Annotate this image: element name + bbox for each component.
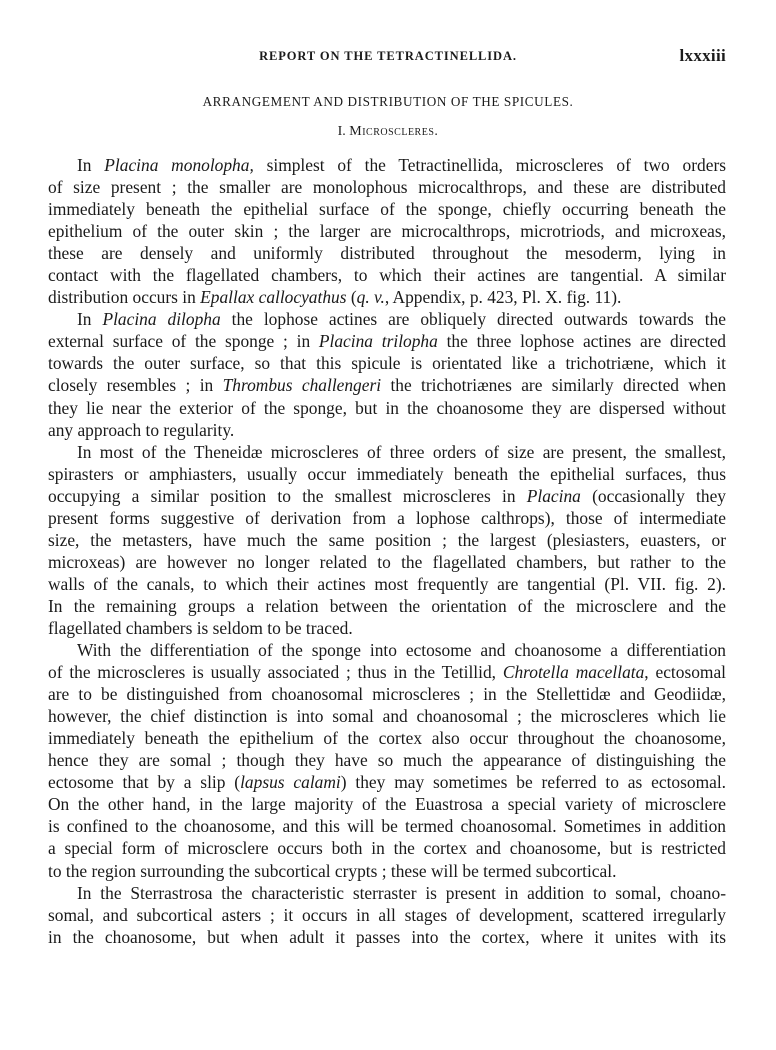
italic-term: lapsus calami (240, 772, 341, 793)
subsection-numeral: I. (337, 124, 346, 139)
text-line: ectosome that by a slip (lapsus calami) they may sometimes be referred to as ectosomal. (48, 772, 726, 793)
running-title: REPORT ON THE TETRACTINELLIDA. (259, 49, 517, 63)
italic-term: Thrombus challengeri (222, 375, 382, 396)
paragraph (48, 882, 726, 948)
text-line: In most of the Theneidæ microscleres of three orders of size are present, the smallest, (77, 441, 726, 462)
text-line: hence they are somal ; though they have so much the appearance of distinguishing the (48, 750, 726, 771)
text-line: however, the chief distinction is into somal and choanosomal ; the microscleres which lie (48, 706, 726, 727)
text-line: are to be distinguished from choanosomal microscleres ; in the Stellettidæ and Geodiidæ, (48, 684, 726, 705)
text-line: towards the outer surface, so that this spicule is orientated like a trichotriæne, which it (48, 353, 726, 374)
italic-term: q. v. (356, 287, 385, 308)
text-line: any approach to regularity. (48, 419, 235, 440)
italic-term: Placina dilopha (102, 309, 221, 330)
text-line: In Placina monolopha, simplest of the Tetractinellida, microscleres of two orders (77, 155, 727, 175)
text-line: occupying a similar position to the smallest microscleres in Placina (occasionally they (48, 485, 726, 506)
paragraph (48, 154, 726, 308)
text-line: size, the metasters, have much the same position ; the largest (plesiasters, euasters, or (48, 529, 726, 550)
text-line: microxeas) are however no longer related to the flagellated chambers, but rather to the (48, 551, 726, 572)
text-line: of the microscleres is usually associated ; thus in the Tetillid, Chrotella macellata, ectosomal (48, 662, 726, 683)
text-line: present forms suggestive of derivation from a lophose calthrops), those of intermediate (48, 507, 726, 528)
paragraph (48, 639, 726, 882)
text-line: distribution occurs in Epallax callocyathus (q. v., Appendix, p. 423, Pl. X. fig. 11). (48, 287, 622, 308)
paragraph (48, 308, 726, 440)
text-line: external surface of the sponge ; in Placina trilopha the three lophose actines are directed (48, 331, 727, 352)
text-line: a special form of microsclere occurs both in the cortex and choanosome, but is restricted (48, 838, 726, 859)
text-line: of size present ; the smaller are monolophous microcalthrops, and these are distributed (48, 177, 726, 198)
text-line: spirasters or amphiasters, usually occur immediately beneath the epithelial surfaces, thus (48, 463, 726, 484)
text-line: immediately beneath the epithelial surface of the sponge, chiefly occurring beneath the (48, 199, 726, 220)
subsection-title (0, 124, 776, 140)
text-line: In the Sterrastrosa the characteristic sterraster is present in addition to somal, choano- (77, 882, 726, 903)
text-line: In Placina dilopha the lophose actines are obliquely directed outwards towards the (77, 309, 726, 330)
text-line: walls of the canals, to which their actines most frequently are tangential (Pl. VII. fig. 2). (48, 573, 726, 594)
text-line: is confined to the choanosome, and this will be termed choanosomal. Sometimes in addition (48, 816, 726, 837)
page-number: lxxxiii (679, 46, 726, 65)
text-line: On the other hand, in the large majority of the Euastrosa a special variety of microsclere (48, 794, 726, 815)
text-line: contact with the flagellated chambers, to which their actines are tangential. A similar (48, 265, 726, 286)
running-head (0, 46, 776, 71)
body-text (48, 154, 726, 948)
text-line: these are densely and uniformly distributed throughout the mesoderm, lying in (48, 243, 726, 264)
text-line: flagellated chambers is seldom to be traced. (48, 617, 353, 638)
text-line: they lie near the exterior of the sponge, but in the choanosome they are dispersed without (48, 397, 726, 418)
italic-term: Chrotella macellata (502, 662, 645, 683)
italic-term: Placina monolopha, (104, 155, 254, 175)
text-line: immediately beneath the epithelium of the cortex also occur throughout the choanosome, (48, 728, 726, 749)
text-line: In the remaining groups a relation between the orientation of the microsclere and the (48, 595, 726, 616)
text-line: closely resembles ; in Thrombus challengeri the trichotriænes are similarly directed when (48, 375, 727, 396)
text-line: in the choanosome, but when adult it passes into the cortex, where it unites with its (48, 926, 726, 947)
text-line: to the region surrounding the subcortical crypts ; these will be termed subcortical. (48, 860, 617, 881)
italic-term: Placina trilopha (318, 331, 438, 352)
section-title: ARRANGEMENT AND DISTRIBUTION OF THE SPICULES. (202, 94, 574, 109)
italic-term: Epallax callocyathus (200, 287, 347, 308)
text-line: somal, and subcortical asters ; it occurs in all stages of development, scattered irregularly (48, 904, 726, 925)
italic-term: Placina (526, 485, 581, 506)
subsection-name: Microscleres. (349, 124, 439, 139)
paragraph (48, 441, 726, 639)
text-line: With the differentiation of the sponge into ectosome and choanosome a differentiation (77, 640, 726, 661)
text-line: epithelium of the outer skin ; the larger are microcalthrops, microtriods, and microxeas, (48, 221, 726, 242)
